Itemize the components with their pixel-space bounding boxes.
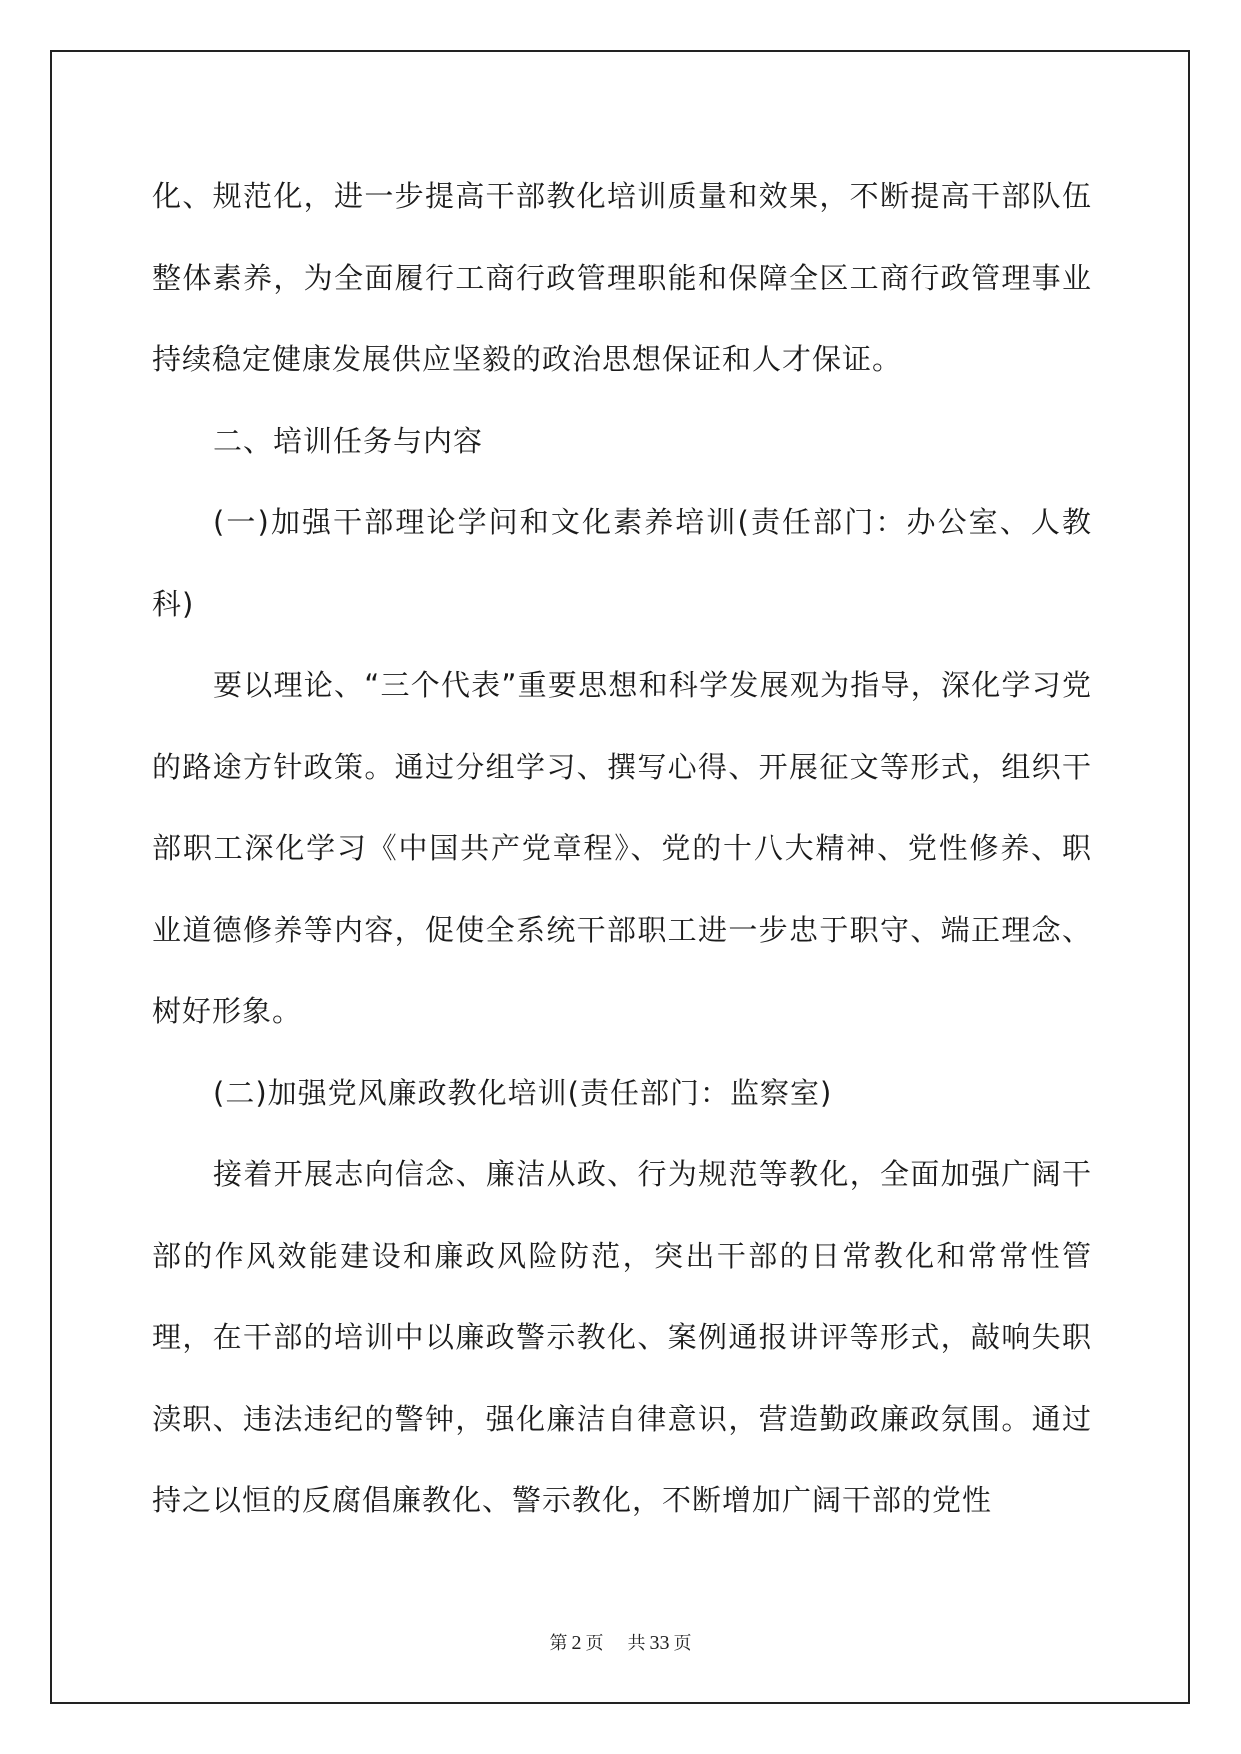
- paragraph-1: 化、规范化，进一步提高干部教化培训质量和效果，不断提高干部队伍整体素养，为全面履行工商行政管理职能和保障全区工商行政管理事业持续稳定健康发展供应坚毅的政治思想保证和人才保证。: [152, 179, 1092, 376]
- page-footer: [0, 1629, 1241, 1655]
- section-heading-2: 二、培训任务与内容: [213, 423, 484, 458]
- total-prefix: 共: [627, 1633, 646, 1654]
- page-suffix: 页: [585, 1633, 604, 1654]
- document-body: [152, 156, 1092, 1542]
- page-number: 2: [571, 1632, 582, 1654]
- total-pages: 33: [649, 1632, 670, 1654]
- subsection-heading-2: (二)加强党风廉政教化培训(责任部门：监察室): [213, 1075, 833, 1110]
- subsection-heading-1: (一)加强干部理论学问和文化素养培训(责任部门：办公室、人教科): [152, 505, 1092, 621]
- paragraph-3: 接着开展志向信念、廉洁从政、行为规范等教化，全面加强广阔干部的作风效能建设和廉政风险防范，突出干部的日常教化和常常性管理，在干部的培训中以廉政警示教化、案例通报讲评等形式，敲响失职渎职、违法违纪的警钟，强化廉洁自律意识，营造勤政廉政氛围。通过持之以恒的反腐倡廉教化、警示教化，不断增加广阔干部的党性: [152, 1157, 1092, 1517]
- page-prefix: 第: [549, 1633, 568, 1654]
- paragraph-2: 要以理论、“三个代表”重要思想和科学发展观为指导，深化学习党的路途方针政策。通过分组学习、撰写心得、开展征文等形式，组织干部职工深化学习《中国共产党章程》、党的十八大精神、党性修养、职业道德修养等内容，促使全系统干部职工进一步忠于职守、端正理念、树好形象。: [152, 668, 1092, 1028]
- total-suffix: 页: [673, 1633, 692, 1654]
